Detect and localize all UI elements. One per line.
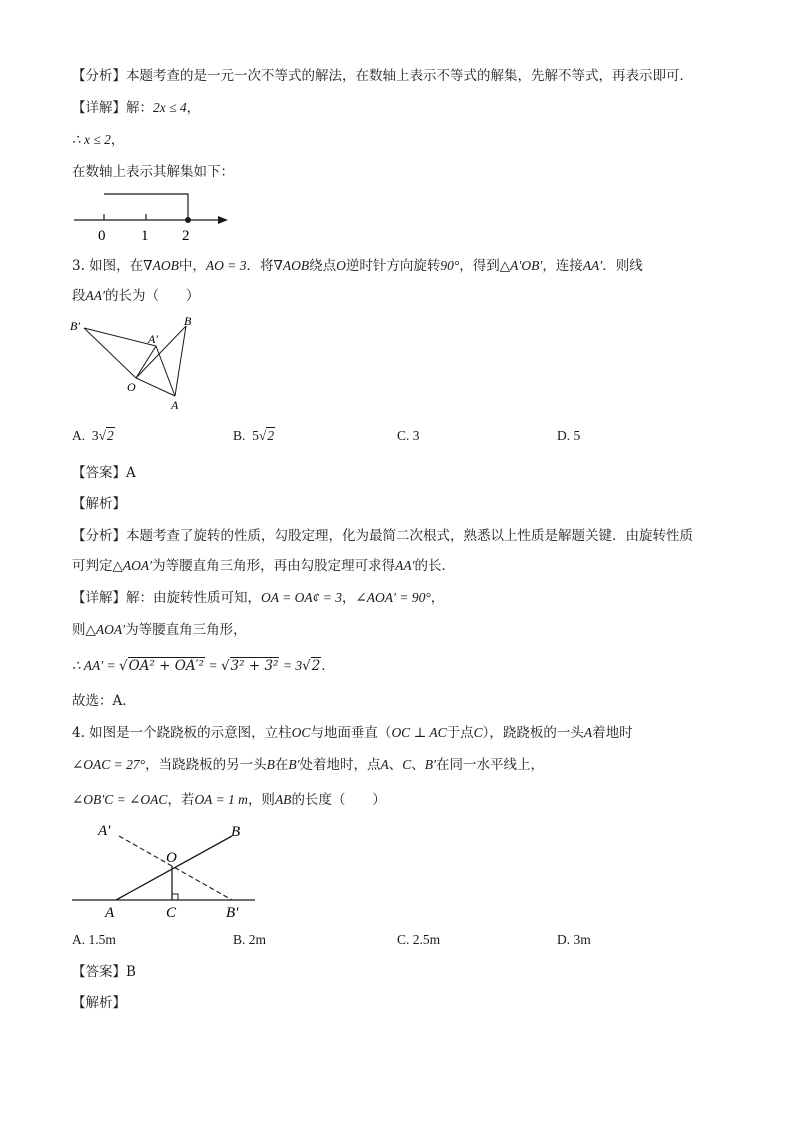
math: C xyxy=(402,757,412,772)
math: AA′ xyxy=(395,558,415,573)
coef: 3 xyxy=(91,428,99,443)
q4-option-c[interactable]: C. 2.5m xyxy=(397,932,441,947)
seesaw-board-AB xyxy=(116,836,232,900)
math: ∠OB′C = ∠OAC xyxy=(72,792,168,807)
radicand: 3² + 3² xyxy=(230,658,279,674)
math: △A′OB′ xyxy=(499,258,543,273)
text: 的长． xyxy=(414,558,456,574)
text: ，若 xyxy=(167,792,195,808)
text: 4. 如图是一个跷跷板的示意图，立柱 xyxy=(72,725,292,741)
inequality: 2x ≤ 4 xyxy=(153,100,187,115)
label-A-prime: A′ xyxy=(98,823,111,839)
q2-numline-text: 在数轴上表示其解集如下： xyxy=(72,164,234,180)
text: 逆时针方向旋转 xyxy=(345,258,441,274)
tick-label-1: 1 xyxy=(141,228,149,244)
radicand: 2 xyxy=(107,428,114,443)
detail-label: 【详解】 xyxy=(72,100,126,116)
q4-option-b[interactable]: B. 2m xyxy=(233,932,267,947)
text: ．将 xyxy=(246,258,274,274)
text: 中， xyxy=(178,258,206,274)
text: ．则线 xyxy=(602,258,643,274)
label-B-prime: B′ xyxy=(70,319,80,333)
text: 在同一水平线上， xyxy=(436,757,544,773)
math: B′ xyxy=(424,757,436,772)
math: AO = 3 xyxy=(205,258,247,273)
label-A: A xyxy=(171,398,179,412)
math: OC ⊥ AC xyxy=(391,725,447,740)
q3-jiexi: 【解析】 xyxy=(72,496,126,512)
text: 处着地时，点 xyxy=(299,757,381,773)
text: 、 xyxy=(411,757,425,773)
math: OA = 1 m xyxy=(194,792,248,807)
q2-analysis: 【分析】本题考查的是一元一次不等式的解法，在数轴上表示不等式的解集，先解不等式，再表示即可． xyxy=(72,68,693,84)
text: ，连接 xyxy=(542,258,583,274)
text: ， xyxy=(430,590,445,606)
math: ∠AOA′ = 90° xyxy=(355,590,431,605)
q4-option-a[interactable]: A. 1.5m xyxy=(72,932,116,947)
q4-option-d[interactable]: D. 3m xyxy=(557,932,591,947)
math: AB xyxy=(274,792,292,807)
math: B xyxy=(266,757,275,772)
tick-label-0: 0 xyxy=(98,228,106,244)
math: A xyxy=(583,725,593,740)
math: ∴ AA′ = xyxy=(72,658,120,673)
math: △AOA′ xyxy=(85,622,126,637)
text: ，当跷跷板的另一头 xyxy=(145,757,267,773)
label-B: B xyxy=(231,824,241,840)
label-O: O xyxy=(166,850,177,866)
text: 在 xyxy=(274,757,289,773)
math: = xyxy=(205,658,221,673)
text: 则 xyxy=(72,622,86,638)
math: A xyxy=(380,757,389,772)
q3-choose: 故选：A． xyxy=(72,693,136,709)
punct: ， xyxy=(110,132,125,148)
radicand: 2 xyxy=(267,428,275,443)
option-letter: B. xyxy=(233,428,246,443)
math: AA′ xyxy=(85,288,105,303)
q4-jiexi: 【解析】 xyxy=(72,995,126,1011)
q4-answer: 【答案】B xyxy=(72,964,136,980)
math: AA′ xyxy=(582,258,603,273)
radicand: 2 xyxy=(311,658,321,674)
q3-option-b[interactable]: B. 5√2 xyxy=(233,428,275,443)
q3-option-c[interactable]: C. 3 xyxy=(397,428,420,443)
text: 与地面垂直（ xyxy=(310,725,392,741)
math: 90° xyxy=(440,258,460,273)
right-angle-mark xyxy=(172,894,178,900)
text: 3. 如图，在 xyxy=(72,258,144,274)
option-letter: A. xyxy=(72,428,86,443)
math: ∇AOB xyxy=(143,258,179,273)
math: = 3 xyxy=(279,658,303,673)
text: 可判定 xyxy=(72,558,113,574)
math: C xyxy=(473,725,483,740)
q3-option-d[interactable]: D. 5 xyxy=(557,428,581,443)
math: △AOA′ xyxy=(112,558,153,573)
detail-prefix: 解： xyxy=(126,100,153,116)
text: 于点 xyxy=(446,725,474,741)
text: 段 xyxy=(72,288,86,304)
q3-calc: ∴ AA′ = √OA² + OA′² = √3² + 3² = 3√2． xyxy=(72,658,335,674)
coef: 5 xyxy=(252,428,259,443)
label-B-prime: B′ xyxy=(226,905,239,921)
q3-option-a[interactable]: A. 3√2 xyxy=(72,428,114,443)
tick-label-2: 2 xyxy=(182,228,190,244)
q3-answer: 【答案】A xyxy=(72,465,136,481)
punct: ， xyxy=(186,100,201,116)
detail-label: 【详解】 xyxy=(72,590,126,606)
text: 为等腰直角三角形，再由勾股定理可求得 xyxy=(152,558,396,574)
label-C: C xyxy=(166,905,177,921)
math: ∠OAC = 27° xyxy=(72,757,146,772)
text: ，得到 xyxy=(459,258,500,274)
text: ），跷跷板的一头 xyxy=(482,725,584,741)
text: ，则 xyxy=(247,792,275,808)
q3-analysis-1: 【分析】本题考查了旋转的性质，勾股定理，化为最简二次根式，熟悉以上性质是解题关键．由旋转性质 xyxy=(72,528,693,544)
label-B: B xyxy=(184,314,192,328)
label-A-prime: A′ xyxy=(148,332,158,346)
label-A: A xyxy=(105,905,115,921)
text: ， xyxy=(341,590,356,606)
text: 绕点 xyxy=(309,258,337,274)
math: B′ xyxy=(288,757,300,772)
text: 的长度（ ） xyxy=(291,792,386,808)
radicand: OA² + OA′² xyxy=(128,658,205,674)
label-O: O xyxy=(127,380,136,394)
math: ∇AOB xyxy=(273,258,310,273)
text: ． xyxy=(321,658,335,674)
math: OC xyxy=(291,725,311,740)
solution: ∴ x ≤ 2 xyxy=(72,132,111,147)
text: 为等腰直角三角形， xyxy=(125,622,247,638)
text: 解：由旋转性质可知， xyxy=(126,590,261,606)
math: OA = OA¢ = 3 xyxy=(261,590,342,605)
text: 的长为（ ） xyxy=(104,288,200,304)
text: 、 xyxy=(388,757,403,773)
text: 着地时 xyxy=(592,725,633,741)
math: O xyxy=(336,258,346,273)
